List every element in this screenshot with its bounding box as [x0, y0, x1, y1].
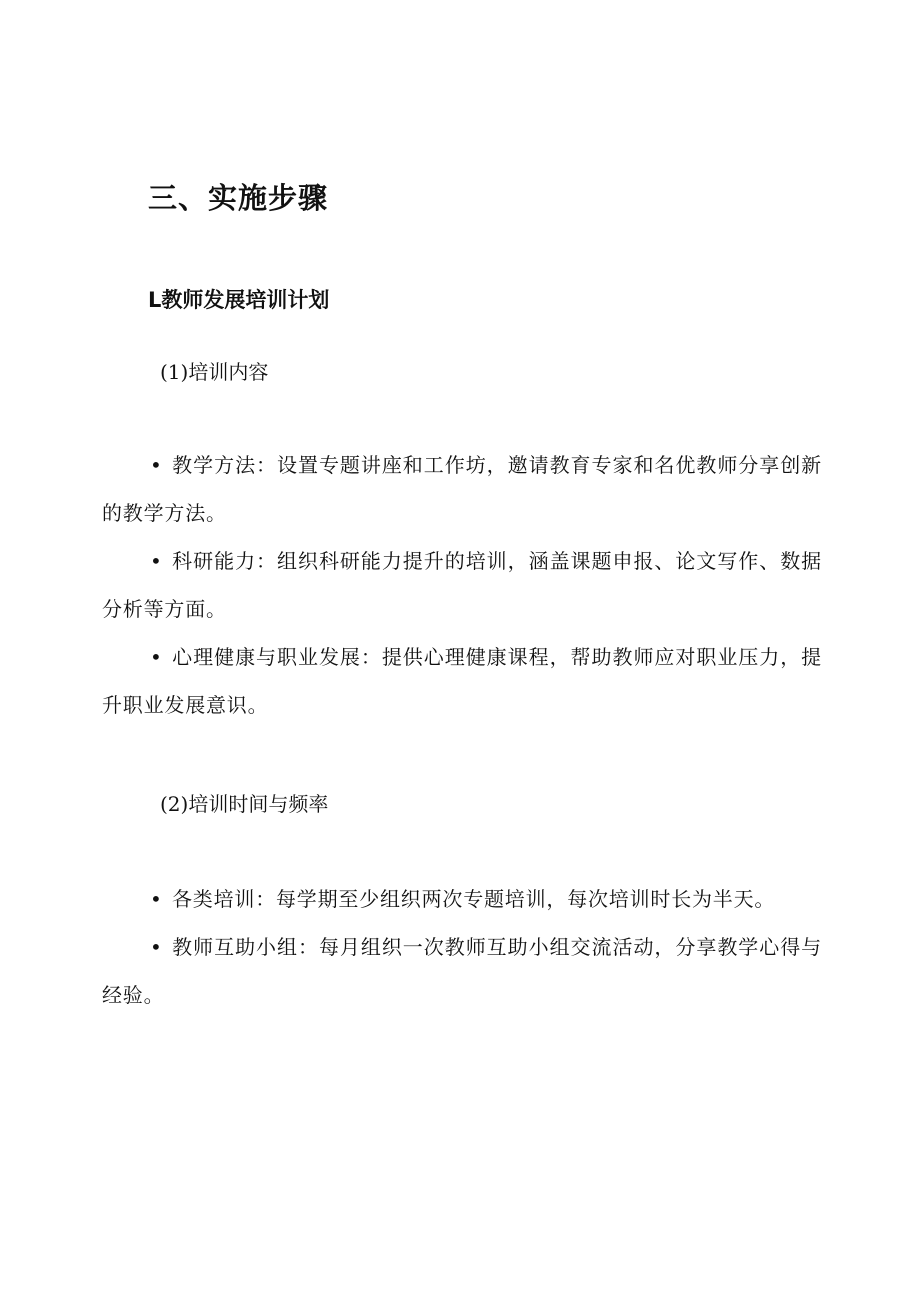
list-item-text: 科研能力：组织科研能力提升的培训，涵盖课题申报、论文写作、数据分析等方面。: [102, 549, 822, 621]
list-item-text: 教师互助小组：每月组织一次教师互助小组交流活动，分享教学心得与经验。: [102, 935, 822, 1007]
list-item: [102, 875, 822, 923]
list-item: [102, 537, 822, 633]
bullet-icon: •: [150, 645, 163, 669]
subsection-title: L教师发展培训计划: [148, 288, 330, 312]
bullet-icon: •: [150, 453, 163, 477]
training-content-list: [102, 441, 822, 729]
list-item-text: 各类培训：每学期至少组织两次专题培训，每次培训时长为半天。: [172, 887, 776, 911]
training-content-heading: (1)培训内容: [160, 360, 269, 384]
list-item: [102, 923, 822, 1019]
list-item-text: 教学方法：设置专题讲座和工作坊，邀请教育专家和名优教师分享创新的教学方法。: [102, 453, 822, 525]
training-schedule-list: [102, 875, 822, 1019]
bullet-icon: •: [150, 549, 163, 573]
training-schedule-heading: (2)培训时间与频率: [160, 792, 329, 816]
bullet-icon: •: [150, 935, 163, 959]
section-title: 三、实施步骤: [148, 181, 329, 215]
list-item: [102, 441, 822, 537]
list-item: [102, 633, 822, 729]
list-item-text: 心理健康与职业发展：提供心理健康课程，帮助教师应对职业压力，提升职业发展意识。: [102, 645, 822, 717]
bullet-icon: •: [150, 887, 163, 911]
